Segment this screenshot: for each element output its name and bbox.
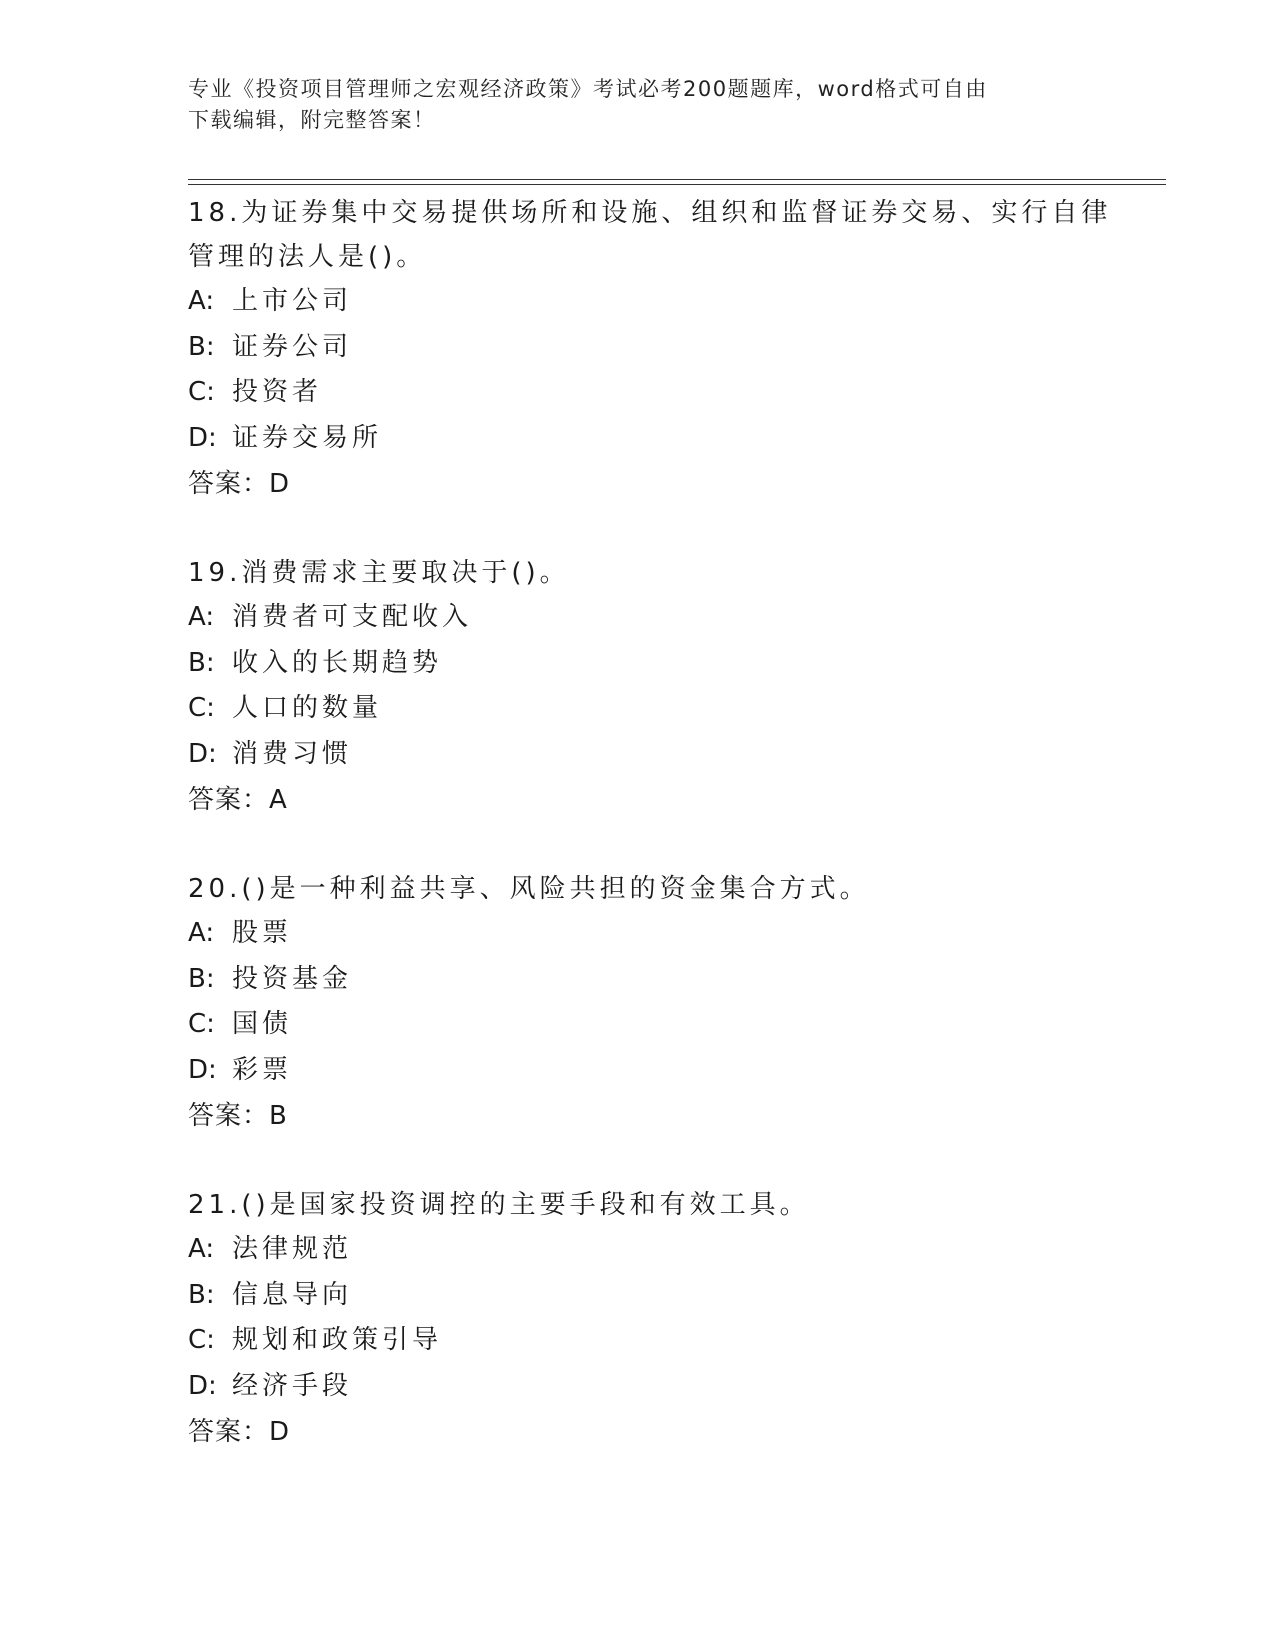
option-text: 国债 <box>232 1009 293 1039</box>
option-letter: C: <box>188 693 215 723</box>
option-c <box>188 686 1128 732</box>
question-text <box>188 1183 1128 1227</box>
option-text: 法律规范 <box>232 1234 353 1264</box>
question-19 <box>188 551 1128 823</box>
option-letter: B: <box>188 647 215 678</box>
option-letter: B: <box>188 963 215 994</box>
option-letter: D: <box>188 738 217 769</box>
question-text-line-1: ()是国家投资调控的主要手段和有效工具。 <box>241 1190 810 1220</box>
option-letter: D: <box>188 422 217 453</box>
option-text: 信息导向 <box>232 1279 353 1310</box>
option-a <box>188 279 1128 325</box>
document-header <box>188 74 1088 136</box>
option-letter: C: <box>188 377 215 407</box>
question-20 <box>188 867 1128 1139</box>
answer-line: 答案：D <box>188 1417 291 1447</box>
option-letter: D: <box>188 1370 217 1401</box>
question-list <box>188 191 1128 1499</box>
option-text: 证券公司 <box>232 331 353 362</box>
option-b <box>188 641 1128 687</box>
option-letter: A: <box>188 286 215 316</box>
option-letter: C: <box>188 1009 215 1039</box>
option-a <box>188 595 1128 641</box>
option-text: 证券交易所 <box>232 422 383 453</box>
option-text: 彩票 <box>232 1054 293 1085</box>
question-number: 19. <box>188 558 242 588</box>
question-text-line-1: ()是一种利益共享、风险共担的资金集合方式。 <box>241 874 870 904</box>
option-text: 规划和政策引导 <box>232 1325 443 1355</box>
option-text: 投资者 <box>232 377 323 407</box>
option-a <box>188 911 1128 957</box>
option-text: 经济手段 <box>232 1370 353 1401</box>
header-line-1: 专业《投资项目管理师之宏观经济政策》考试必考200题题库，word格式可自由 <box>188 77 988 101</box>
header-divider-top <box>188 179 1166 180</box>
answer-line: 答案：B <box>188 1101 288 1131</box>
option-letter: C: <box>188 1325 215 1355</box>
option-c <box>188 1002 1128 1048</box>
option-a <box>188 1227 1128 1273</box>
option-text: 上市公司 <box>232 286 353 316</box>
question-text <box>188 867 1128 911</box>
option-letter: D: <box>188 1054 217 1085</box>
question-21 <box>188 1183 1128 1455</box>
answer-line: 答案：A <box>188 785 288 815</box>
option-d <box>188 732 1128 778</box>
option-letter: A: <box>188 602 215 632</box>
option-d <box>188 416 1128 462</box>
question-number: 18. <box>188 198 242 228</box>
answer-line: 答案：D <box>188 469 291 499</box>
question-18 <box>188 191 1128 507</box>
header-line-2: 下载编辑，附完整答案！ <box>188 108 436 132</box>
option-letter: B: <box>188 1279 215 1310</box>
option-b <box>188 325 1128 371</box>
option-text: 消费者可支配收入 <box>232 602 473 632</box>
question-text-line-1: 消费需求主要取决于()。 <box>241 558 570 588</box>
option-text: 人口的数量 <box>232 693 383 723</box>
option-text: 收入的长期趋势 <box>232 647 443 678</box>
header-divider-bottom <box>188 184 1166 185</box>
option-text: 投资基金 <box>232 963 353 994</box>
option-d <box>188 1048 1128 1094</box>
option-text: 股票 <box>232 918 293 948</box>
option-letter: B: <box>188 331 215 362</box>
option-c <box>188 1318 1128 1364</box>
question-text-line-1: 为证券集中交易提供场所和设施、组织和监督证券交易、实行自律 <box>241 198 1112 228</box>
option-b <box>188 957 1128 1003</box>
option-c <box>188 370 1128 416</box>
option-d <box>188 1364 1128 1410</box>
option-letter: A: <box>188 918 215 948</box>
question-text <box>188 191 1128 235</box>
option-b <box>188 1273 1128 1319</box>
question-number: 20. <box>188 874 242 904</box>
question-text <box>188 551 1128 595</box>
question-text-line-2: 管理的法人是()。 <box>188 242 427 272</box>
option-letter: A: <box>188 1234 215 1264</box>
option-text: 消费习惯 <box>232 738 353 769</box>
question-number: 21. <box>188 1190 242 1220</box>
